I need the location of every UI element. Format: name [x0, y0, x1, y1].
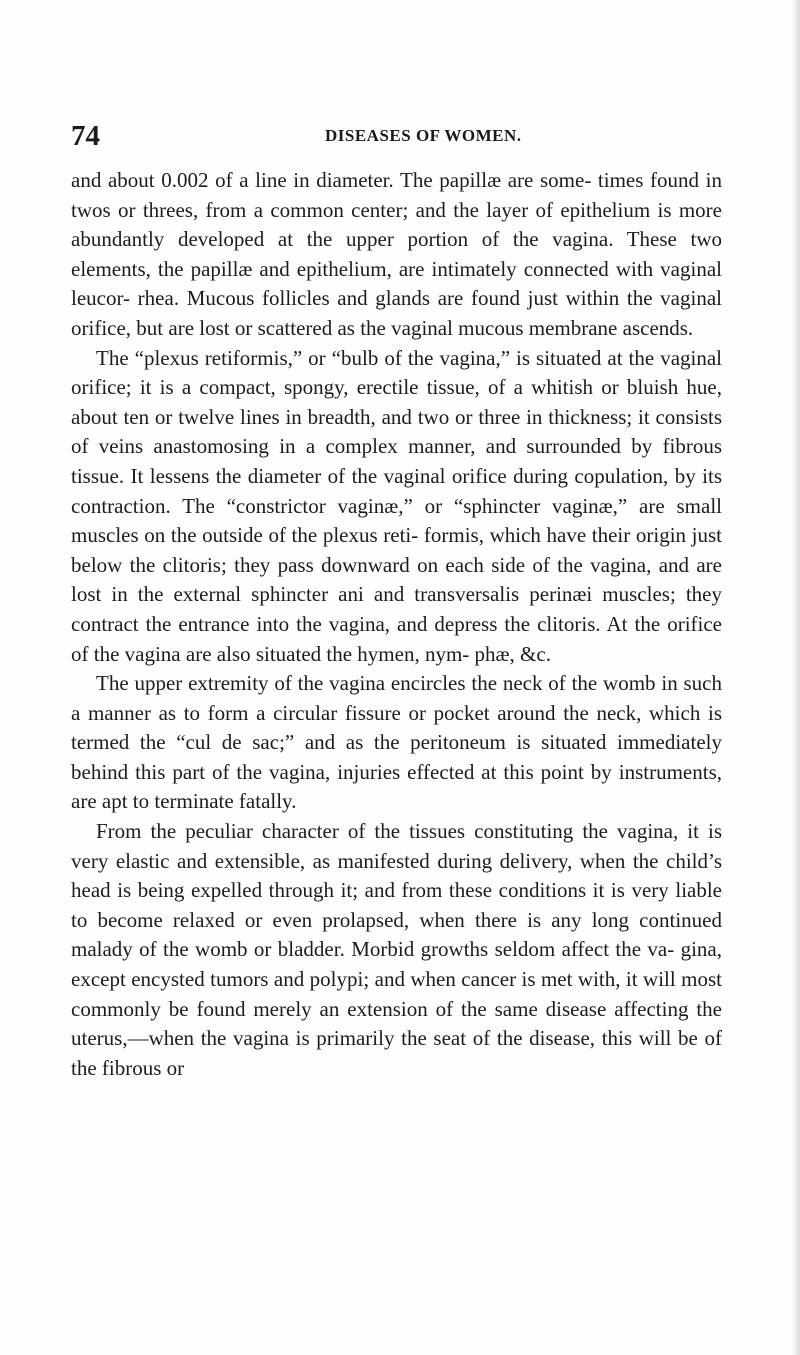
- page-header: [71, 118, 721, 154]
- page-edge-shadow: [792, 0, 800, 1355]
- paragraph-tissue-character: From the peculiar character of the tissues constituting the vagina, it is very elastic and extensible, as manifested during delivery, when the child’s head is being expelled through it; and from these conditions it is very liable to become relaxed or even prolapsed, when there is any long continued malady of the womb or bladder. Morbid growths seldom affect the va- gina, except encysted tumors and polypi; and when cancer is met with, it will most commonly be found merely an extension of the same disease affecting the uterus,—when the vagina is primarily the seat of the disease, this will be of the fibrous or: [71, 819, 722, 1080]
- page-number: 74: [71, 120, 100, 152]
- paragraph-plexus-retiformis: The “plexus retiformis,” or “bulb of the vagina,” is situated at the vaginal orifice; it is a compact, spongy, erectile tissue, of a whitish or bluish hue, about ten or twelve lines in breadth, and two or three in thickness; it consists of veins anastomosing in a complex manner, and surrounded by fibrous tissue. It lessens the diameter of the vaginal orifice during copulation, by its contraction. The “constrictor vaginæ,” or “sphincter vaginæ,” are small muscles on the outside of the plexus reti- formis, which have their origin just below the clitoris; they pass downward on each side of the vagina, and are lost in the external sphincter ani and transversalis perinæi muscles; they contract the entrance into the vagina, and depress the clitoris. At the orifice of the vagina are also situated the hymen, nym- phæ, &c.: [71, 345, 722, 666]
- paragraph-upper-extremity: The upper extremity of the vagina encircles the neck of the womb in such a manner as to form a circular fissure or pocket around the neck, which is termed the “cul de sac;” and as the peritoneum is situated immediately behind this part of the vagina, injuries effected at this point by instruments, are apt to terminate fatally.: [71, 671, 722, 814]
- body-text: [71, 166, 722, 1083]
- running-head: DISEASES OF WOMEN.: [325, 126, 522, 145]
- paragraph-continuation: and about 0.002 of a line in diameter. The papillæ are some- times found in twos or threes, from a common center; and the layer of epithelium is more abundantly developed at the upper portion of the vagina. These two elements, the papillæ and epithelium, are intimately connected with vaginal leucor- rhea. Mucous follicles and glands are found just within the vaginal orifice, but are lost or scattered as the vaginal mucous membrane ascends.: [71, 168, 722, 340]
